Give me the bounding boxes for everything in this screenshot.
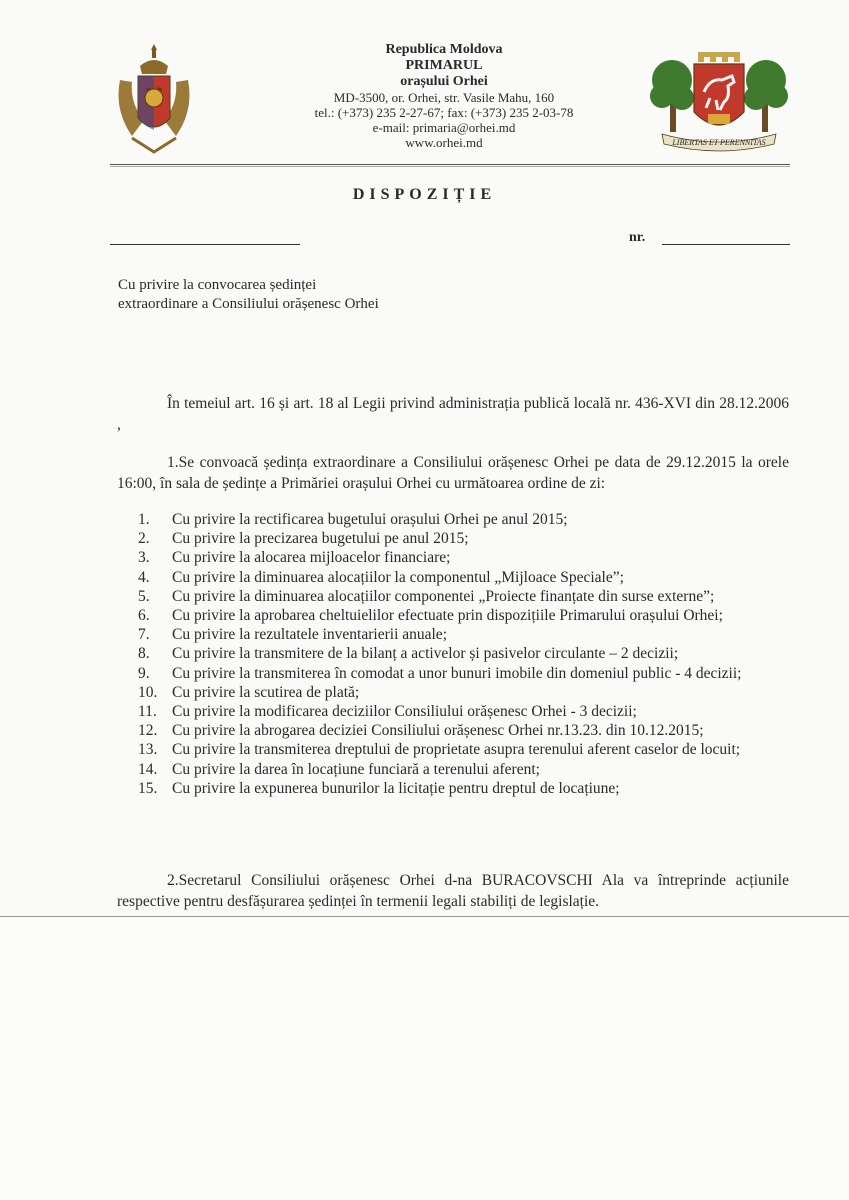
preamble-text: În temeiul art. 16 și art. 18 al Legii privind administrația publică locală nr. 436-XVI din 28.12.2006 , [117,395,789,433]
agenda-item-number: 8. [138,645,150,663]
agenda-item-text: Cu privire la abrogarea deciziei Consiliului orășenesc Orhei nr.13.23. din 10.12.2015; [172,722,704,740]
document-subject [118,276,538,314]
agenda-item [138,587,790,606]
agenda-item-number: 2. [138,530,150,548]
agenda-item [138,664,790,683]
agenda-item-text: Cu privire la rectificarea bugetului orașului Orhei pe anul 2015; [172,511,568,528]
agenda-item-number: 3. [138,549,150,567]
agenda-item [138,702,790,721]
agenda-item-text: Cu privire la diminuarea alocațiilor la componentul „Mijloace Speciale”; [172,568,624,586]
point-2-text: 2.Secretarul Consiliului orășenesc Orhei d-na BURACOVSCHI Ala va întreprinde acțiunile respective pentru desfășurarea ședinței în termenii legali stabiliți de legislație. [117,872,789,910]
moldova-coat-of-arms-icon [110,40,198,158]
agenda-list [138,510,790,798]
scan-sheet-edge [0,916,849,917]
agenda-item-text: Cu privire la expunerea bunurilor la licitație pentru dreptul de locațiune; [172,779,620,797]
email: e-mail: primaria@orhei.md [372,120,516,135]
address: MD-3500, or. Orhei, str. Vasile Mahu, 160 [333,90,555,105]
number-label: nr. [629,230,646,245]
agenda-item-text: Cu privire la precizarea bugetului pe anul 2015; [172,530,469,548]
header-divider [110,164,790,167]
agenda-item-number: 5. [138,587,150,605]
agenda-item [138,779,790,798]
agenda-item [138,625,790,644]
phone-fax: tel.: (+373) 235 2-27-67; fax: (+373) 235 2-03-78 [314,105,574,120]
city-name: orașului Orhei [400,74,488,89]
agenda-item-text: Cu privire la transmitere de la bilanț a activelor și pasivelor circulante – 2 decizii; [172,645,679,663]
agenda-item [138,606,790,625]
institution-name: PRIMARUL [405,58,483,73]
agenda-item [138,529,790,548]
agenda-item-text: Cu privire la rezultatele inventarierii anuale; [172,626,447,644]
agenda-item-text: Cu privire la diminuarea alocațiilor componentei „Proiecte finanțate din surse externe”; [172,587,715,605]
country-name: Republica Moldova [385,42,503,57]
agenda-item [138,683,790,702]
agenda-item-number: 10. [138,683,158,701]
lower-blank-area [0,918,849,1200]
agenda-item [138,644,790,663]
agenda-item [138,740,790,759]
agenda-item-number: 6. [138,607,150,625]
agenda-item-number: 12. [138,722,158,740]
website: www.orhei.md [405,135,483,150]
agenda-item-number: 14. [138,760,158,778]
letterhead [260,42,628,150]
agenda-item [138,548,790,567]
agenda-item-number: 7. [138,626,150,644]
subject-line: Cu privire la convocarea ședinței [118,277,317,293]
point-2-paragraph [117,870,789,912]
agenda-item-text: Cu privire la alocarea mijloacelor financiare; [172,549,451,567]
number-blank-line [662,244,790,245]
subject-line: extraordinare a Consiliului orășenesc Orhei [118,296,379,312]
agenda-item-number: 1. [138,511,150,528]
preamble-paragraph [117,393,789,435]
agenda-item [138,568,790,587]
agenda-item-text: Cu privire la aprobarea cheltuielilor efectuate prin dispozițiile Primarului orașului Orhei; [172,607,723,625]
agenda-item-number: 13. [138,741,158,759]
agenda-item [138,760,790,779]
agenda-item-number: 9. [138,664,150,682]
agenda-item-text: Cu privire la scutirea de plată; [172,683,360,701]
document-title: DISPOZIȚIE [352,186,497,203]
agenda-item-text: Cu privire la transmiterea în comodat a unor bunuri imobile din domeniul public - 4 decizii; [172,664,742,682]
agenda-item [138,510,790,529]
point-1-text: 1.Se convoacă ședința extraordinare a Consiliului orășenesc Orhei pe data de 29.12.2015 la orele 16:00, în sala de ședințe a Primăriei orașului Orhei cu următoarea ordine de zi: [117,454,789,492]
orhei-crest-motto: LIBERTAS ET PERENNITAS [672,138,766,147]
agenda-item-text: Cu privire la modificarea deciziilor Consiliului orășenesc Orhei - 3 decizii; [172,703,637,721]
orhei-coat-of-arms-icon [648,46,790,154]
point-1-paragraph [117,452,789,494]
agenda-item-number: 11. [138,703,157,721]
agenda-item-text: Cu privire la darea în locațiune funciară a terenului aferent; [172,760,540,778]
date-blank-line [110,244,300,245]
agenda-item-number: 15. [138,779,158,797]
agenda-item-number: 4. [138,568,150,586]
agenda-item-text: Cu privire la transmiterea dreptului de proprietate asupra terenului aferent caselor de locuit; [172,741,741,759]
agenda-item [138,721,790,740]
